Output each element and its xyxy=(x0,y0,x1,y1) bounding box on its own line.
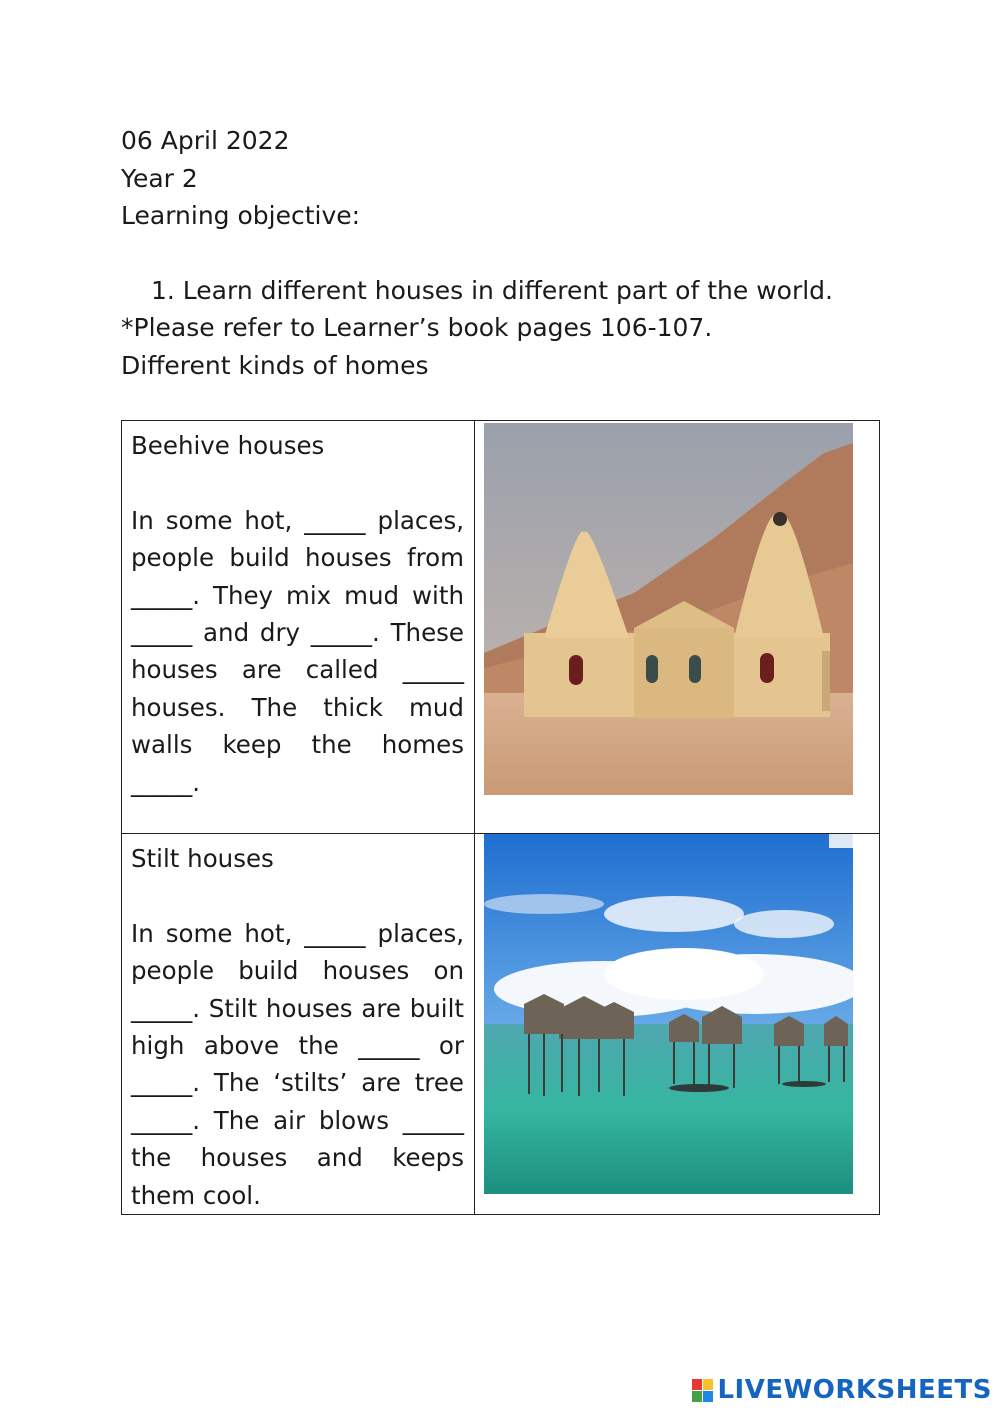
table-row xyxy=(122,421,880,834)
text-cell xyxy=(122,834,475,1215)
worksheet-header xyxy=(121,122,833,385)
homes-table xyxy=(121,420,880,1215)
text-cell xyxy=(122,421,475,834)
year-text: Year 2 xyxy=(121,163,198,193)
liveworksheets-logo xyxy=(692,1375,992,1405)
fill-in-paragraph: In some hot, _____ places, people build houses from _____. They mix mud with _____ and dry _____. These houses are called _____ houses. The thick mud walls keep the homes _____. xyxy=(131,505,464,797)
logo-wordmark: LIVEWORKSHEETS xyxy=(717,1375,992,1405)
section-title: Different kinds of homes xyxy=(121,350,429,380)
stilt-houses-photo xyxy=(484,834,853,1194)
date-text: 06 April 2022 xyxy=(121,126,290,155)
fill-in-paragraph: In some hot, _____ places, people build houses on _____. Stilt houses are built high above the _____ or _____. The ‘stilts’ are tree _____. The air blows _____ the houses and keeps them cool. xyxy=(131,918,464,1210)
row-title: Stilt houses xyxy=(131,844,274,873)
beehive-houses-photo xyxy=(484,423,853,795)
objective-item: 1. Learn different houses in different part of the world. xyxy=(151,275,833,305)
logo-icon xyxy=(692,1379,713,1402)
row-title: Beehive houses xyxy=(131,431,325,460)
table-row xyxy=(122,834,880,1215)
image-cell xyxy=(475,421,880,834)
objective-label: Learning objective: xyxy=(121,201,361,231)
reference-text: *Please refer to Learner’s book pages 106-107. xyxy=(121,313,713,343)
image-cell xyxy=(475,834,880,1215)
